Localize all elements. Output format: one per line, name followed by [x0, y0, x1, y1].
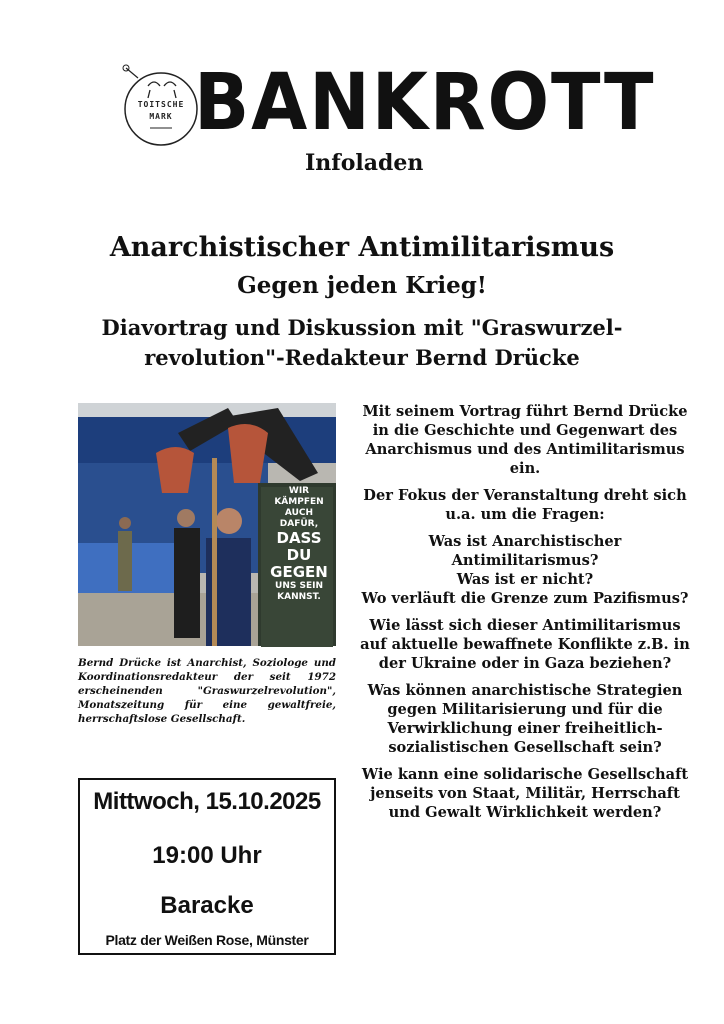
event-title: Anarchistischer Antimilitarismus: [109, 232, 615, 263]
poster-line3: DASS DU: [276, 529, 322, 564]
poster-line1: WIR KÄMPFEN: [274, 486, 324, 507]
intro-paragraph: Mit seinem Vortrag führt Bernd Drücke in die Geschichte und Gegenwart des Anarchismus und des Antimilitarismus ein.: [362, 403, 688, 477]
poster-line4: GEGEN: [270, 563, 328, 581]
event-venue: Baracke: [160, 892, 254, 919]
lecture-info: [0, 313, 724, 373]
question-6: Wie kann eine solidarische Gesellschaft jenseits von Staat, Militär, Herrschaft und Gewalt Wirklichkeit werden?: [361, 766, 689, 821]
photo-caption: Bernd Drücke ist Anarchist, Soziologe und Koordinationsredakteur der seit 1972 erscheinenden "Graswurzelrevolution", Monatszeitung für eine gewaltfreie, herrschaftslose Gesellschaft.: [78, 657, 336, 725]
infoladen-label: Infoladen: [305, 150, 424, 176]
question-group-1: [360, 532, 690, 608]
question-4: Wie lässt sich dieser Antimilitarismus auf aktuelle bewaffnete Konflikte z.B. in der Ukraine oder in Gaza beziehen?: [360, 617, 690, 672]
toitsche-mark-stamp-icon: [120, 66, 202, 148]
event-subtitle: Gegen jeden Krieg!: [237, 272, 487, 299]
stamp-line2: MARK: [149, 112, 173, 121]
poster-slogan: [268, 486, 330, 603]
event-address: Platz der Weißen Rose, Münster: [105, 932, 309, 948]
stamp-line1: TOITSCHE: [137, 100, 185, 109]
karriere-banner: Karriere Treff: [173, 823, 241, 833]
question-3: Wo verläuft die Grenze zum Pazifismus?: [361, 590, 689, 607]
infoladen-logo: [100, 48, 656, 188]
poster-line5: UNS SEIN KANNST.: [275, 581, 323, 602]
event-time: 19:00 Uhr: [152, 842, 262, 869]
question-5: Was können anarchistische Strategien gegen Militarisierung und für die Verwirklichung einer freiheitlich-sozialistischen Gesellschaft sein?: [367, 682, 683, 756]
event-date: Mittwoch, 15.10.2025: [93, 788, 321, 815]
question-2: Was ist er nicht?: [456, 571, 594, 588]
event-details-box: [78, 778, 336, 955]
lecture-line1: Diavortrag und Diskussion mit "Graswurzel-: [101, 315, 623, 340]
lecture-line2: revolution"-Redakteur Bernd Drücke: [144, 345, 580, 370]
bankrott-wordmark: BANKROTT: [194, 58, 656, 148]
question-1: Was ist Anarchistischer Antimilitarismus?: [428, 533, 622, 569]
event-description: [360, 402, 690, 830]
focus-paragraph: Der Fokus der Veranstaltung dreht sich u.a. um die Fragen:: [363, 487, 687, 523]
poster-line2: AUCH DAFÜR,: [279, 508, 319, 529]
